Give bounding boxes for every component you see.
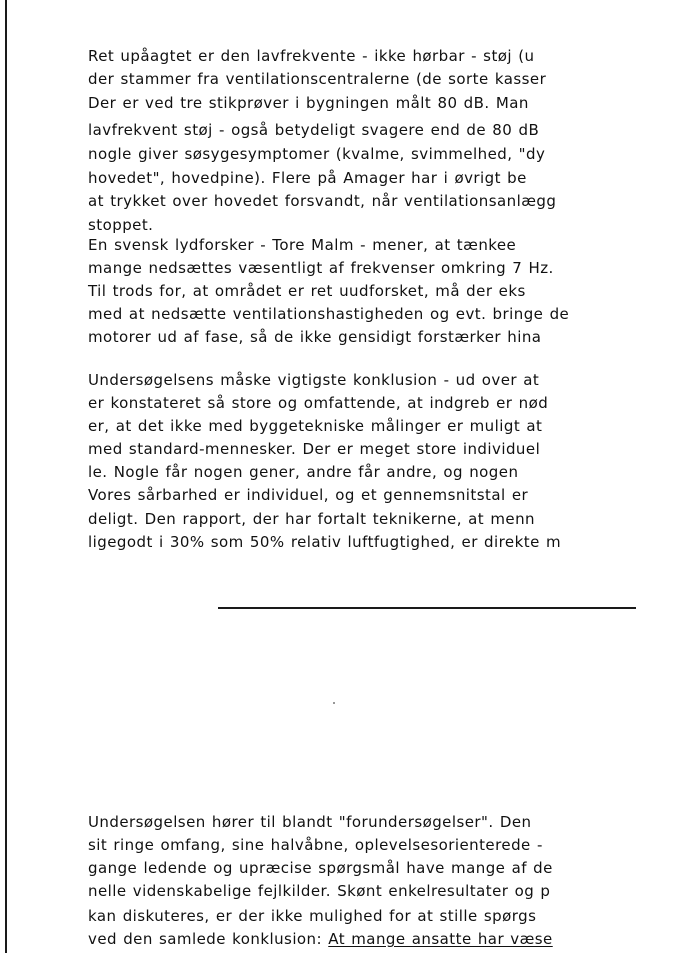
text-line: der stammer fra ventilationscentralerne (de sorte kasser [88,70,547,88]
text-line: En svensk lydforsker - Tore Malm - mener, at tænkee [88,236,517,254]
text-line: deligt. Den rapport, der har fortalt teknikerne, at menn [88,510,535,528]
text-line: Til trods for, at området er ret uudforsket, må der eks [88,282,526,300]
text-line: Ret upåagtet er den lavfrekvente - ikke hørbar - støj (u [88,47,535,65]
text-line: Undersøgelsens måske vigtigste konklusion - ud over at [88,371,540,389]
text-line: kan diskuteres, er der ikke mulighed for at stille spørgs [88,907,537,925]
text-line: lavfrekvent støj - også betydeligt svagere end de 80 dB [88,121,540,139]
text-line: er, at det ikke med byggetekniske målinger er muligt at [88,417,543,435]
text-line: nelle videnskabelige fejlkilder. Skønt enkelresultater og p [88,882,551,900]
text-line: hovedet", hovedpine). Flere på Amager har i øvrigt be [88,169,527,187]
text-line: Der er ved tre stikprøver i bygningen målt 80 dB. Man [88,94,529,112]
text-line: ligegodt i 30% som 50% relativ luftfugtighed, er direkte m [88,533,562,551]
text-line: le. Nogle får nogen gener, andre får andre, og nogen [88,463,519,481]
text-line: Undersøgelsen hører til blandt "forundersøgelser". Den [88,813,532,831]
text-line: nogle giver søsygesymptomer (kvalme, svimmelhed, "dy [88,145,546,163]
text-line-last [88,930,553,948]
text-line: mange nedsættes væsentligt af frekvenser omkring 7 Hz. [88,259,554,277]
scan-speck [333,702,335,704]
horizontal-rule [218,607,636,609]
text-line: gange ledende og upræcise spørgsmål have mange af de [88,859,553,877]
text-line: motorer ud af fase, så de ikke gensidigt forstærker hina [88,328,542,346]
text-line: at trykket over hovedet forsvandt, når ventilationsanlægg [88,192,557,210]
text-line: er konstateret så store og omfattende, at indgreb er nød [88,394,549,412]
text-segment: ved den samlede konklusion: [88,930,329,948]
text-line: Vores sårbarhed er individuel, og et gennemsnitstal er [88,486,529,504]
underlined-conclusion: At mange ansatte har væse [328,930,553,948]
text-line: stoppet. [88,216,154,234]
left-edge-line [5,0,7,953]
text-line: med at nedsætte ventilationshastigheden og evt. bringe de [88,305,570,323]
text-line: sit ringe omfang, sine halvåbne, oplevelsesorienterede - [88,836,543,854]
text-line: med standard-mennesker. Der er meget store individuel [88,440,541,458]
